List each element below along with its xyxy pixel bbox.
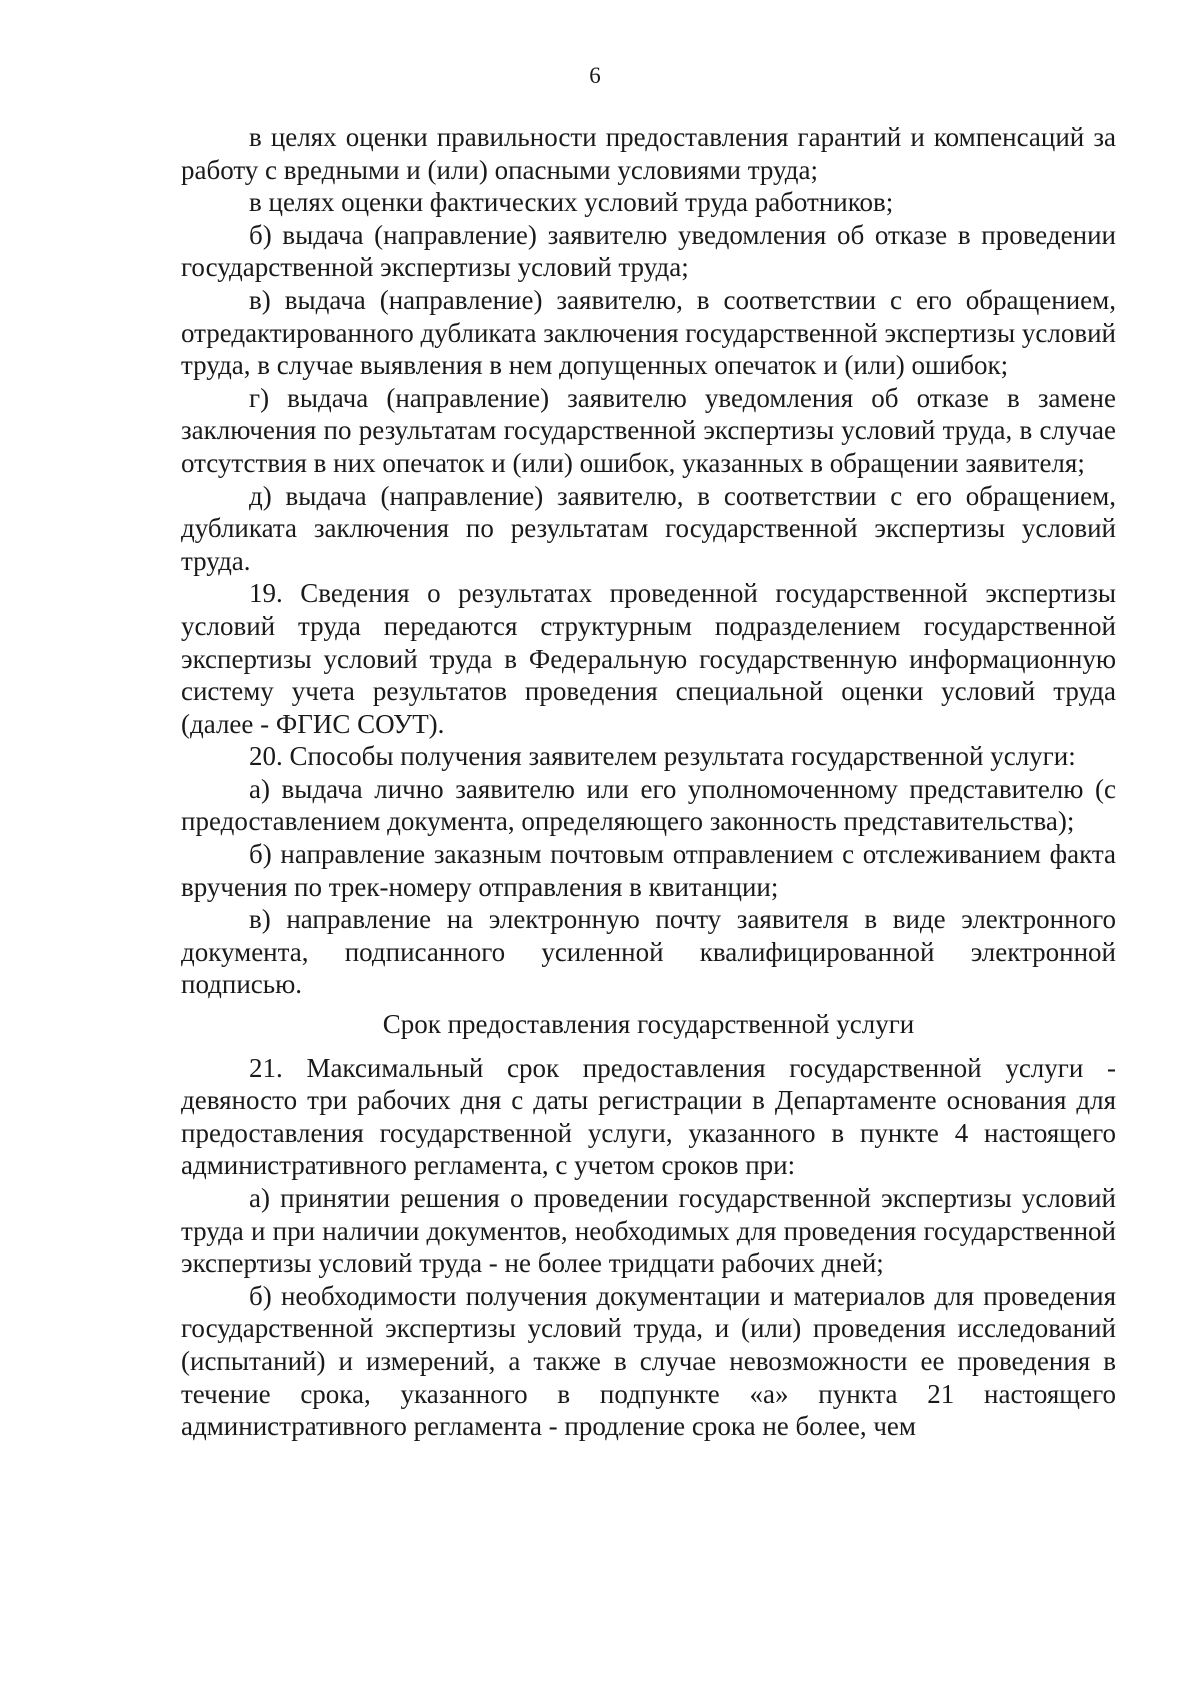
paragraph-19-fgis-sout: 19. Сведения о результатах проведенной государственной экспертизы условий труда передаются структурным подразделением государственной экспертизы условий труда в Федеральную государственную информационную систему учета результатов проведения специальной оценки условий труда (далее - ФГИС СОУТ). [181,578,1116,739]
paragraph-item-b-refusal: б) выдача (направление) заявителю уведомления об отказе в проведении государственной экспертизы условий труда; [181,219,1116,283]
paragraph-item-d-duplicate: д) выдача (направление) заявителю, в соответствии с его обращением, дубликата заключения по результатам государственной экспертизы условий труда. [181,480,1116,576]
paragraph-21-max-term: 21. Максимальный срок предоставления государственной услуги - девяносто три рабочих дня с даты регистрации в Департаменте основания для предоставления государственной услуги, указанного в пункте 4 настоящего административного регламента, с учетом сроков при: [181,1052,1116,1181]
paragraph-guarantees-assessment: в целях оценки правильности предоставления гарантий и компенсаций за работу с вредными и (или) опасными условиями труда; [181,122,1116,185]
paragraph-20-v-email: в) направление на электронную почту заявителя в виде электронного документа, подписанного усиленной квалифицированной электронной подписью. [181,904,1116,1000]
paragraph-20-b-registered-mail: б) направление заказным почтовым отправлением с отслеживанием факта вручения по трек-номеру отправления в квитанции; [181,839,1116,902]
section-heading-service-term: Срок предоставления государственной услуги [382,1009,915,1040]
paragraph-21-b-extension: б) необходимости получения документации и материалов для проведения государственной экспертизы условий труда, и (или) проведения исследований (испытаний) и измерений, а также в случае невозможности ее проведения в течение срока, указанного в подпункте «а» пункта 21 настоящего административного регламента - продление срока не более, чем [181,1280,1116,1442]
paragraph-21-a-decision: а) принятии решения о проведении государственной экспертизы условий труда и при наличии документов, необходимых для проведения государственной экспертизы условий труда - не более тридцати рабочих дней; [181,1183,1116,1279]
document-body [181,121,1116,1443]
paragraph-item-g-refusal-replace: г) выдача (направление) заявителю уведомления об отказе в замене заключения по результатам государственной экспертизы условий труда, в случае отсутствия в них опечаток и (или) ошибок, указанных в обращении заявителя; [181,382,1116,478]
page-number: 6 [589,63,601,88]
paragraph-20-methods: 20. Способы получения заявителем результата государственной услуги: [249,741,1076,772]
paragraph-item-v-duplicate: в) выдача (направление) заявителю, в соответствии с его обращением, отредактированного дубликата заключения государственной экспертизы условий труда, в случае выявления в нем допущенных опечаток и (или) ошибок; [181,284,1116,381]
paragraph-20-a-in-person: а) выдача лично заявителю или его уполномоченному представителю (с предоставлением документа, определяющего законность представительства); [181,773,1116,837]
paragraph-actual-conditions: в целях оценки фактических условий труда работников; [249,187,894,218]
